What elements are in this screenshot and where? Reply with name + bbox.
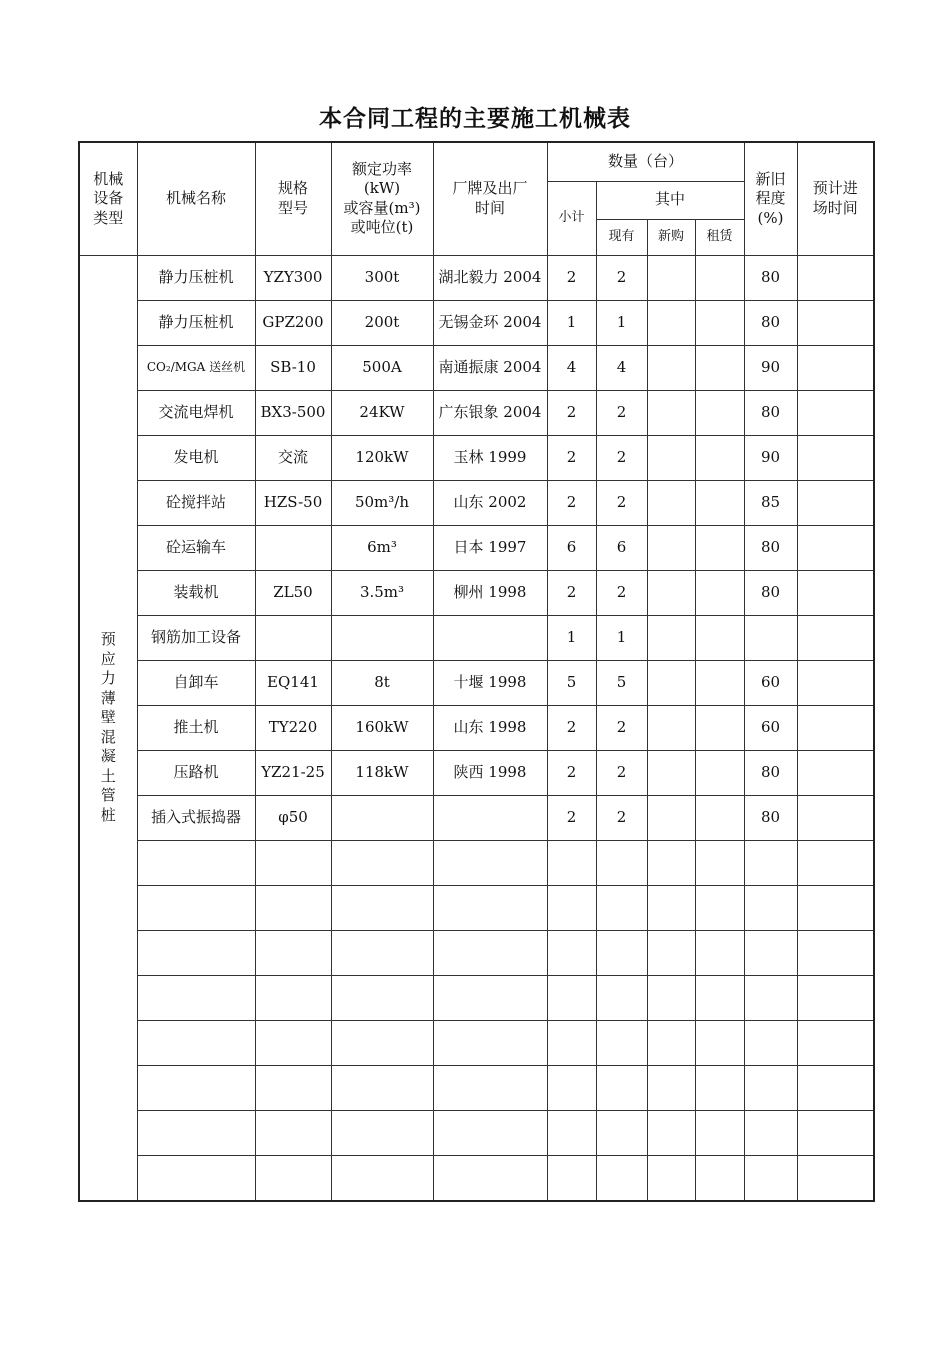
empty-cell (547, 1065, 596, 1110)
cell-maker: 柳州 1998 (433, 570, 547, 615)
cell-entry (797, 750, 874, 795)
cell-condition: 80 (744, 255, 797, 300)
cell-name: 交流电焊机 (137, 390, 255, 435)
empty-cell (433, 840, 547, 885)
cell-lease (695, 435, 744, 480)
cell-subtotal: 1 (547, 300, 596, 345)
cell-entry (797, 390, 874, 435)
empty-row (79, 885, 874, 930)
cell-maker: 陕西 1998 (433, 750, 547, 795)
cell-lease (695, 705, 744, 750)
cell-maker: 日本 1997 (433, 525, 547, 570)
cell-subtotal: 6 (547, 525, 596, 570)
cell-entry (797, 570, 874, 615)
cell-name: 插入式振捣器 (137, 795, 255, 840)
cell-name: CO₂/MGA 送丝机 (137, 345, 255, 390)
empty-cell (433, 1065, 547, 1110)
empty-cell (596, 1110, 647, 1155)
cell-entry (797, 255, 874, 300)
empty-cell (797, 930, 874, 975)
empty-cell (797, 1065, 874, 1110)
empty-cell (695, 1155, 744, 1201)
empty-cell (255, 1065, 331, 1110)
empty-cell (596, 885, 647, 930)
cell-condition: 80 (744, 525, 797, 570)
empty-cell (137, 930, 255, 975)
cell-subtotal: 1 (547, 615, 596, 660)
cell-condition (744, 615, 797, 660)
cell-maker: 广东银象 2004 (433, 390, 547, 435)
header-entry-line: 预计进 (812, 179, 858, 198)
cell-model (255, 615, 331, 660)
cell-maker (433, 615, 547, 660)
empty-cell (695, 975, 744, 1020)
empty-cell (255, 1155, 331, 1201)
cell-entry (797, 705, 874, 750)
empty-cell (596, 1065, 647, 1110)
empty-cell (331, 975, 433, 1020)
empty-cell (744, 885, 797, 930)
category-char: 土 (100, 766, 116, 785)
empty-cell (797, 840, 874, 885)
table-row (79, 570, 874, 615)
cell-existing: 1 (596, 615, 647, 660)
cell-existing: 2 (596, 795, 647, 840)
header-category (79, 142, 137, 255)
cell-name: 推土机 (137, 705, 255, 750)
cell-entry (797, 435, 874, 480)
empty-cell (137, 1155, 255, 1201)
empty-cell (547, 885, 596, 930)
cell-new-buy (647, 300, 695, 345)
cell-new-buy (647, 435, 695, 480)
cell-new-buy (647, 705, 695, 750)
cell-lease (695, 750, 744, 795)
empty-cell (433, 930, 547, 975)
category-char: 力 (100, 669, 116, 687)
empty-cell (137, 1020, 255, 1065)
header-maker (433, 142, 547, 255)
empty-cell (744, 1155, 797, 1201)
cell-new-buy (647, 390, 695, 435)
header-model-line: 规格 (277, 179, 308, 198)
cell-condition: 85 (744, 480, 797, 525)
empty-cell (137, 975, 255, 1020)
empty-cell (433, 1110, 547, 1155)
cell-model: ZL50 (255, 570, 331, 615)
cell-power (331, 615, 433, 660)
cell-model: YZ21-25 (255, 750, 331, 795)
cell-lease (695, 480, 744, 525)
empty-cell (744, 975, 797, 1020)
empty-cell (331, 1155, 433, 1201)
cell-new-buy (647, 795, 695, 840)
header-power-line: 或吨位(t) (350, 218, 414, 237)
empty-cell (695, 930, 744, 975)
table-row (79, 705, 874, 750)
cell-maker: 山东 2002 (433, 480, 547, 525)
cell-subtotal: 2 (547, 705, 596, 750)
cell-power: 3.5m³ (331, 570, 433, 615)
header-condition (744, 142, 797, 255)
empty-cell (255, 1110, 331, 1155)
cell-power: 160kW (331, 705, 433, 750)
cell-model: BX3-500 (255, 390, 331, 435)
cell-existing: 2 (596, 255, 647, 300)
table-row (79, 390, 874, 435)
cell-maker: 十堰 1998 (433, 660, 547, 705)
empty-row (79, 1065, 874, 1110)
cell-new-buy (647, 615, 695, 660)
cell-subtotal: 2 (547, 570, 596, 615)
cell-lease (695, 660, 744, 705)
empty-cell (547, 1155, 596, 1201)
empty-cell (695, 1110, 744, 1155)
empty-cell (255, 930, 331, 975)
cell-condition: 90 (744, 345, 797, 390)
cell-entry (797, 795, 874, 840)
empty-cell (433, 975, 547, 1020)
header-quantity: 数量（台） (547, 142, 744, 181)
empty-cell (137, 1110, 255, 1155)
empty-cell (647, 930, 695, 975)
header-category-line: 设备 (93, 189, 124, 207)
header-category-line: 机械 (93, 169, 124, 188)
cell-condition: 90 (744, 435, 797, 480)
empty-row (79, 1155, 874, 1201)
header-maker-line: 厂牌及出厂 (452, 179, 528, 198)
cell-maker: 玉林 1999 (433, 435, 547, 480)
cell-subtotal: 2 (547, 480, 596, 525)
cell-name: 砼运输车 (137, 525, 255, 570)
header-new-buy: 新购 (647, 219, 695, 255)
cell-lease (695, 300, 744, 345)
cell-entry (797, 615, 874, 660)
cell-power (331, 795, 433, 840)
empty-cell (647, 1020, 695, 1065)
cell-lease (695, 525, 744, 570)
empty-cell (255, 885, 331, 930)
page-title: 本合同工程的主要施工机械表 (319, 106, 631, 132)
empty-cell (647, 885, 695, 930)
cell-entry (797, 345, 874, 390)
table-row (79, 660, 874, 705)
cell-subtotal: 2 (547, 255, 596, 300)
cell-entry (797, 660, 874, 705)
empty-cell (695, 885, 744, 930)
cell-new-buy (647, 660, 695, 705)
table-row (79, 300, 874, 345)
cell-condition: 60 (744, 705, 797, 750)
empty-cell (331, 1020, 433, 1065)
category-char: 管 (100, 786, 116, 804)
empty-cell (433, 1020, 547, 1065)
header-power-line: 或容量(m³) (343, 198, 421, 217)
cell-name: 装载机 (137, 570, 255, 615)
header-condition-line: 新旧 (755, 169, 786, 188)
empty-cell (255, 840, 331, 885)
empty-row (79, 840, 874, 885)
cell-name: 压路机 (137, 750, 255, 795)
empty-cell (797, 975, 874, 1020)
cell-maker: 湖北毅力 2004 (433, 255, 547, 300)
cell-model: HZS-50 (255, 480, 331, 525)
empty-cell (744, 840, 797, 885)
cell-existing: 2 (596, 705, 647, 750)
empty-cell (331, 930, 433, 975)
cell-power: 24KW (331, 390, 433, 435)
cell-condition: 80 (744, 570, 797, 615)
empty-cell (647, 1155, 695, 1201)
empty-cell (596, 975, 647, 1020)
cell-new-buy (647, 750, 695, 795)
cell-new-buy (647, 480, 695, 525)
cell-new-buy (647, 255, 695, 300)
cell-existing: 2 (596, 390, 647, 435)
cell-model: TY220 (255, 705, 331, 750)
cell-power: 6m³ (331, 525, 433, 570)
cell-condition: 80 (744, 390, 797, 435)
table-row (79, 480, 874, 525)
header-model-line: 型号 (277, 198, 308, 217)
cell-condition: 80 (744, 795, 797, 840)
empty-cell (331, 1110, 433, 1155)
cell-name: 砼搅拌站 (137, 480, 255, 525)
empty-cell (331, 1065, 433, 1110)
empty-cell (596, 840, 647, 885)
empty-cell (695, 840, 744, 885)
cell-existing: 2 (596, 750, 647, 795)
category-char: 凝 (100, 747, 116, 765)
empty-cell (647, 1065, 695, 1110)
cell-existing: 1 (596, 300, 647, 345)
empty-cell (255, 1020, 331, 1065)
header-name: 机械名称 (137, 142, 255, 255)
table-row (79, 435, 874, 480)
header-category-line: 类型 (93, 208, 124, 227)
header-entry-time (797, 142, 874, 255)
cell-subtotal: 2 (547, 795, 596, 840)
cell-subtotal: 4 (547, 345, 596, 390)
empty-cell (433, 1155, 547, 1201)
category-char: 应 (100, 649, 116, 668)
cell-condition: 80 (744, 750, 797, 795)
cell-name: 自卸车 (137, 660, 255, 705)
cell-entry (797, 300, 874, 345)
table-row (79, 750, 874, 795)
cell-new-buy (647, 570, 695, 615)
cell-condition: 80 (744, 300, 797, 345)
cell-subtotal: 2 (547, 435, 596, 480)
cell-existing: 4 (596, 345, 647, 390)
cell-maker: 山东 1998 (433, 705, 547, 750)
table-row (79, 255, 874, 300)
header-condition-line: 程度 (755, 189, 786, 207)
empty-cell (744, 930, 797, 975)
cell-subtotal: 2 (547, 390, 596, 435)
empty-row (79, 1110, 874, 1155)
table-row (79, 525, 874, 570)
empty-cell (547, 930, 596, 975)
cell-new-buy (647, 345, 695, 390)
empty-cell (547, 840, 596, 885)
cell-maker (433, 795, 547, 840)
cell-power: 8t (331, 660, 433, 705)
cell-power: 200t (331, 300, 433, 345)
category-char: 混 (100, 727, 116, 746)
empty-cell (647, 975, 695, 1020)
empty-cell (596, 930, 647, 975)
empty-cell (797, 1020, 874, 1065)
cell-model (255, 525, 331, 570)
empty-cell (137, 840, 255, 885)
empty-cell (137, 1065, 255, 1110)
table-row (79, 795, 874, 840)
cell-existing: 2 (596, 570, 647, 615)
table-row (79, 615, 874, 660)
empty-cell (797, 1155, 874, 1201)
empty-cell (331, 840, 433, 885)
empty-cell (744, 1020, 797, 1065)
cell-name: 发电机 (137, 435, 255, 480)
cell-power: 300t (331, 255, 433, 300)
cell-maker: 南通振康 2004 (433, 345, 547, 390)
cell-lease (695, 390, 744, 435)
empty-cell (433, 885, 547, 930)
empty-cell (797, 885, 874, 930)
machinery-table (78, 141, 875, 1202)
header-model (255, 142, 331, 255)
empty-row (79, 1020, 874, 1065)
cell-existing: 6 (596, 525, 647, 570)
cell-lease (695, 345, 744, 390)
empty-cell (331, 885, 433, 930)
cell-lease (695, 615, 744, 660)
cell-name: 静力压桩机 (137, 300, 255, 345)
cell-model: GPZ200 (255, 300, 331, 345)
empty-cell (647, 1110, 695, 1155)
cell-model: 交流 (255, 435, 331, 480)
empty-cell (744, 1110, 797, 1155)
cell-model: φ50 (255, 795, 331, 840)
category-char: 壁 (100, 708, 116, 726)
cell-power: 120kW (331, 435, 433, 480)
header-power-line: 额定功率 (351, 159, 412, 178)
cell-existing: 5 (596, 660, 647, 705)
empty-cell (137, 885, 255, 930)
cell-model: YZY300 (255, 255, 331, 300)
table-row (79, 345, 874, 390)
empty-cell (744, 1065, 797, 1110)
empty-cell (797, 1110, 874, 1155)
category-cell (79, 255, 137, 1201)
header-among: 其中 (596, 181, 744, 219)
empty-cell (695, 1020, 744, 1065)
cell-condition: 60 (744, 660, 797, 705)
cell-name: 钢筋加工设备 (137, 615, 255, 660)
cell-lease (695, 570, 744, 615)
header-power-line: (kW) (363, 179, 401, 198)
cell-maker: 无锡金环 2004 (433, 300, 547, 345)
empty-cell (547, 1020, 596, 1065)
empty-cell (695, 1065, 744, 1110)
category-char: 桩 (100, 805, 116, 824)
empty-row (79, 975, 874, 1020)
cell-power: 118kW (331, 750, 433, 795)
cell-existing: 2 (596, 435, 647, 480)
empty-cell (596, 1020, 647, 1065)
cell-model: EQ141 (255, 660, 331, 705)
header-maker-line: 时间 (474, 198, 505, 217)
cell-lease (695, 255, 744, 300)
empty-cell (596, 1155, 647, 1201)
header-lease: 租赁 (695, 219, 744, 255)
cell-lease (695, 795, 744, 840)
empty-cell (547, 1110, 596, 1155)
header-entry-line: 场时间 (812, 198, 858, 217)
empty-row (79, 930, 874, 975)
cell-entry (797, 480, 874, 525)
empty-cell (255, 975, 331, 1020)
header-subtotal: 小计 (547, 181, 596, 255)
cell-model: SB-10 (255, 345, 331, 390)
category-char: 薄 (100, 688, 116, 707)
header-power (331, 142, 433, 255)
category-char: 预 (100, 630, 116, 648)
cell-power: 500A (331, 345, 433, 390)
cell-subtotal: 5 (547, 660, 596, 705)
cell-name: 静力压桩机 (137, 255, 255, 300)
cell-new-buy (647, 525, 695, 570)
cell-subtotal: 2 (547, 750, 596, 795)
cell-entry (797, 525, 874, 570)
cell-power: 50m³/h (331, 480, 433, 525)
header-existing: 现有 (596, 219, 647, 255)
cell-existing: 2 (596, 480, 647, 525)
empty-cell (547, 975, 596, 1020)
empty-cell (647, 840, 695, 885)
header-condition-line: (%) (757, 208, 784, 227)
